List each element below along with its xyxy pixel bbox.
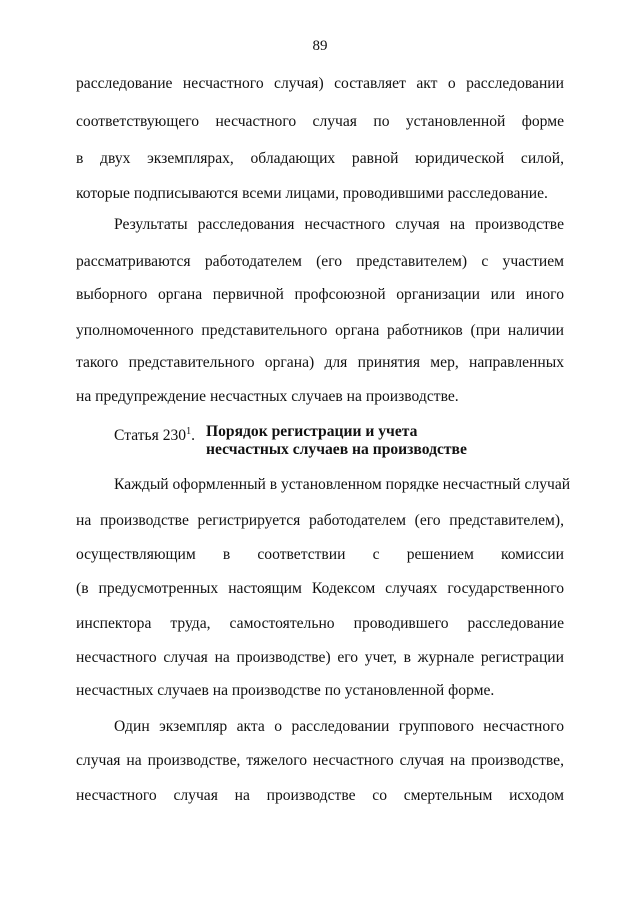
text-line: уполномоченного представительного органа работников (при наличии [76, 322, 564, 339]
text-line: несчастных случаев на производстве по установленной форме. [76, 682, 495, 699]
text-line: Каждый оформленный в установленном порядке несчастный случай [114, 476, 571, 493]
text-line: несчастного случая на производстве со смертельным исходом [76, 787, 564, 804]
text-line: несчастного случая на производстве) его учет, в журнале регистрации [76, 649, 564, 666]
text-line: в двух экземплярах, обладающих равной юридической силой, [76, 150, 564, 167]
text-line: выборного органа первичной профсоюзной организации или иного [76, 286, 564, 303]
text-line: рассматриваются работодателем (его представителем) с участием [76, 253, 564, 270]
text-line: инспектора труда, самостоятельно проводившего расследование [76, 615, 564, 632]
text-line: случая на производстве, тяжелого несчастного случая на производстве, [76, 752, 564, 769]
text-line: Один экземпляр акта о расследовании группового несчастного [114, 718, 564, 735]
page-number: 89 [312, 38, 328, 54]
article-title-line: Порядок регистрации и учета [206, 423, 418, 440]
text-line: Результаты расследования несчастного случая на производстве [114, 216, 564, 233]
text-line: на производстве регистрируется работодателем (его представителем), [76, 512, 564, 529]
text-line: (в предусмотренных настоящим Кодексом случаях государственного [76, 580, 564, 597]
text-line: такого представительного органа) для принятия мер, направленных [76, 354, 564, 371]
text-line: которые подписываются всеми лицами, проводившими расследование. [76, 185, 548, 202]
text-line: на предупреждение несчастных случаев на производстве. [76, 388, 459, 405]
article-title-line: несчастных случаев на производстве [206, 441, 467, 458]
article-label [114, 422, 195, 446]
text-line: осуществляющим в соответствии с решением комиссии [76, 546, 564, 563]
article-superscript: 1 [186, 426, 192, 437]
article-period: . [191, 427, 196, 444]
article-number: Статья 230 [114, 427, 187, 444]
text-line: соответствующего несчастного случая по установленной форме [76, 113, 564, 130]
text-line: расследование несчастного случая) составляет акт о расследовании [76, 75, 564, 92]
